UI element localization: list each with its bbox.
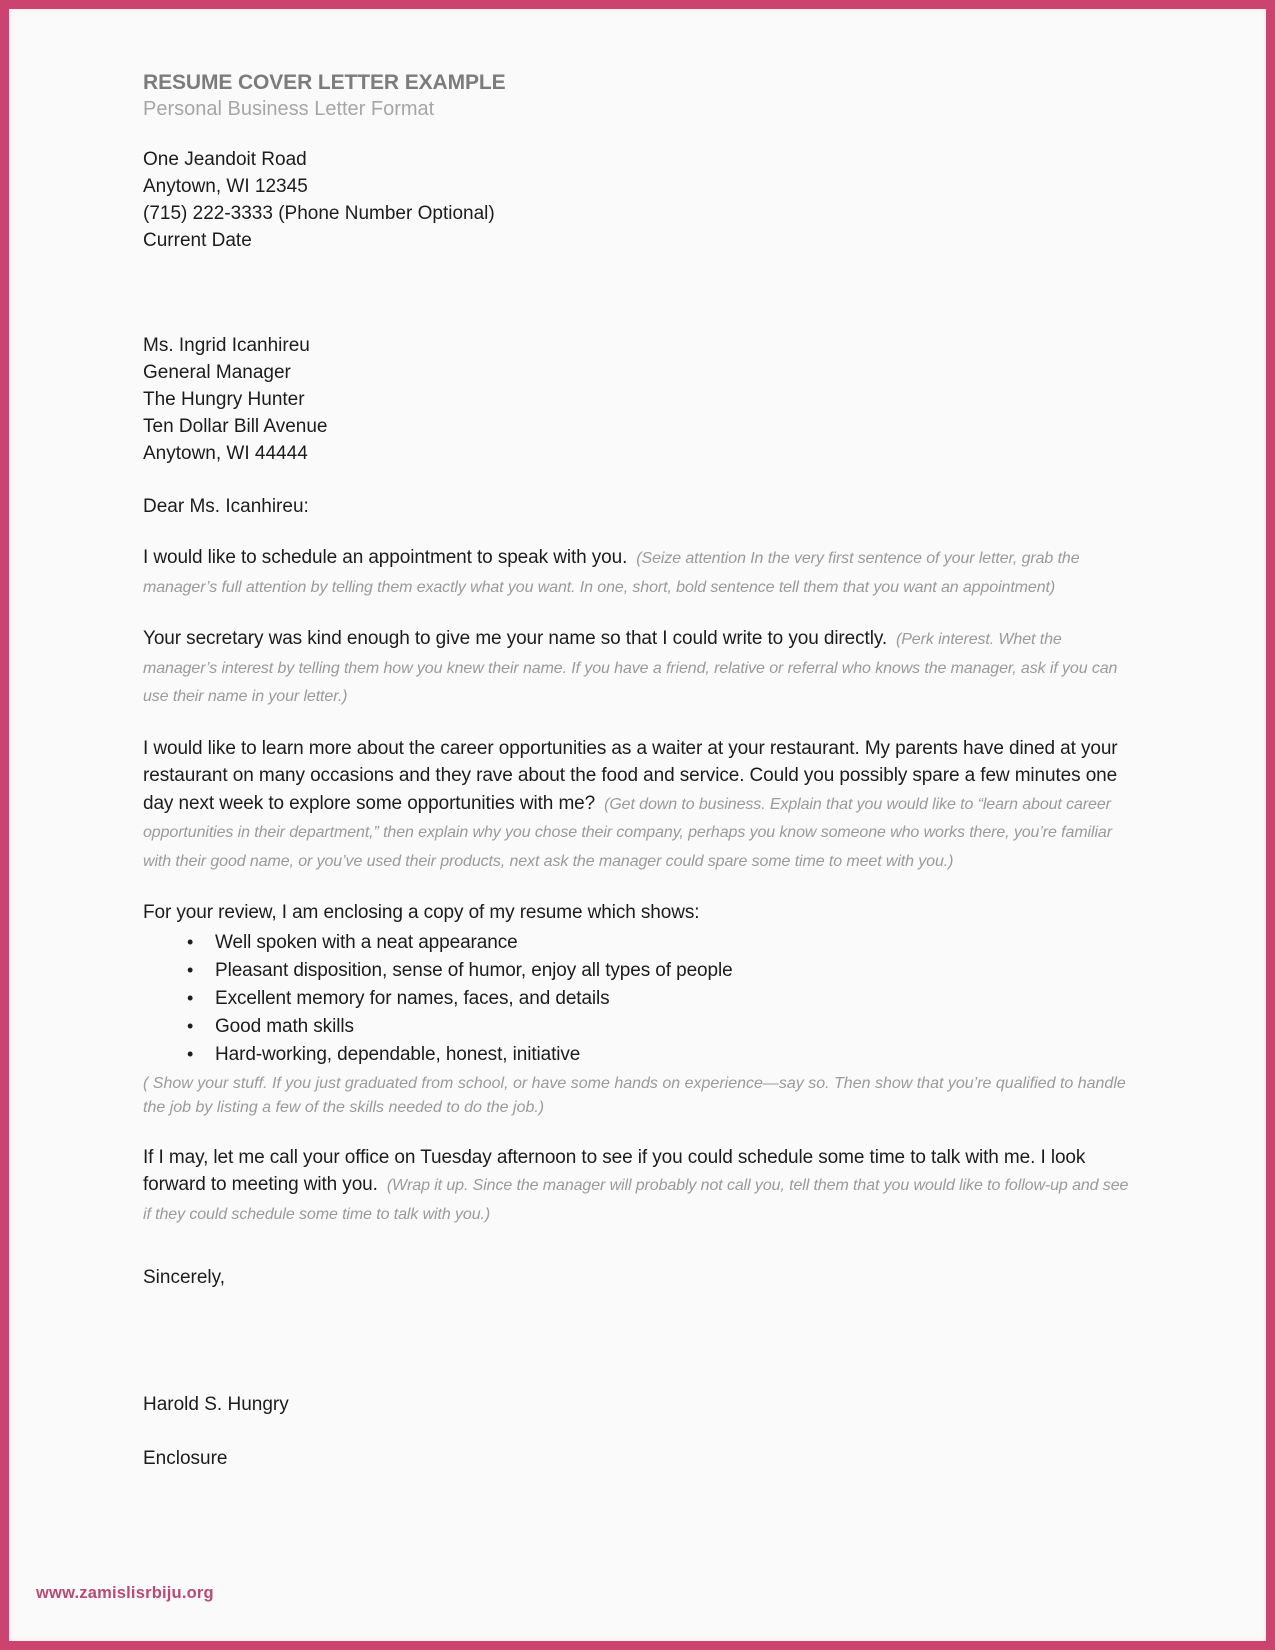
sender-street: One Jeandoit Road <box>143 149 307 170</box>
footer-url: www.zamislisrbiju.org <box>36 1584 214 1602</box>
list-item <box>143 1013 1138 1041</box>
enclosure-label: Enclosure <box>143 1448 228 1469</box>
list-item <box>143 1041 1138 1069</box>
recipient-title: General Manager <box>143 362 291 383</box>
bullet-icon: • <box>187 959 194 980</box>
salutation: Dear Ms. Icanhireu: <box>143 496 309 517</box>
paragraph-text: I would like to schedule an appointment to speak with you. <box>143 547 628 568</box>
paragraph-secretary <box>143 625 1138 711</box>
sender-address-block <box>143 146 1138 254</box>
bullet-icon: • <box>187 1015 194 1036</box>
resume-lead-line: For your review, I am enclosing a copy of my resume which shows: <box>143 902 700 923</box>
recipient-name: Ms. Ingrid Icanhireu <box>143 335 310 356</box>
paragraph-career <box>143 735 1138 876</box>
list-item-text: Hard-working, dependable, honest, initiative <box>215 1043 581 1065</box>
paragraph-text: Your secretary was kind enough to give me your name so that I could write to you directly. <box>143 628 887 649</box>
inline-annotation: (Perk interest. Whet the manager’s interest by telling them how you knew their name. If you have a friend, relative or referral who knows the manager, ask if you can use their name in your letter.) <box>143 631 1118 705</box>
paragraph-appointment <box>143 544 1138 601</box>
recipient-street: Ten Dollar Bill Avenue <box>143 416 328 437</box>
list-annotation: ( Show your stuff. If you just graduated from school, or have some hands on experience—say so. Then show that you’re qualified to handle the job by listing a few of the skills needed to do the job.) <box>143 1074 1126 1116</box>
document-title: RESUME COVER LETTER EXAMPLE <box>143 71 506 94</box>
list-item <box>143 985 1138 1013</box>
resume-skills-list <box>143 929 1138 1069</box>
inline-annotation: (Wrap it up. Since the manager will probably not call you, tell them that you would like to follow-up and see if they could schedule some time to talk with you.) <box>143 1177 1129 1223</box>
sender-date: Current Date <box>143 230 252 251</box>
recipient-address-block <box>143 332 1138 467</box>
inline-annotation: (Seize attention In the very first sentence of your letter, grab the manager’s full attention by telling them exactly what you want. In one, short, bold sentence tell them that you want an appointment) <box>143 550 1080 596</box>
signature-name: Harold S. Hungry <box>143 1394 289 1415</box>
sender-phone: (715) 222-3333 (Phone Number Optional) <box>143 203 495 224</box>
list-item-text: Well spoken with a neat appearance <box>215 931 518 953</box>
paragraph-text: If I may, let me call your office on Tuesday afternoon to see if you could schedule some time to talk with me. I look forward to meeting with you. <box>143 1146 1086 1195</box>
document-header <box>143 69 1138 123</box>
letter-content <box>9 9 1266 1472</box>
bullet-icon: • <box>187 1043 194 1064</box>
paragraph-text: I would like to learn more about the career opportunities as a waiter at your restaurant. My parents have dined at your restaurant on many occasions and they rave about the food and service. Could you possibly spare a few minutes one day next week to explore some opportunities with me? <box>143 737 1118 814</box>
signoff: Sincerely, <box>143 1267 226 1288</box>
list-item <box>143 957 1138 985</box>
recipient-city: Anytown, WI 44444 <box>143 443 308 464</box>
recipient-company: The Hungry Hunter <box>143 389 305 410</box>
list-item <box>143 929 1138 957</box>
bullet-icon: • <box>187 931 194 952</box>
list-item-text: Excellent memory for names, faces, and details <box>215 987 610 1009</box>
sender-city: Anytown, WI 12345 <box>143 176 308 197</box>
document-subtitle: Personal Business Letter Format <box>143 98 435 120</box>
bullet-icon: • <box>187 987 194 1008</box>
inline-annotation: (Get down to business. Explain that you would like to “learn about career opportunities in their department,” then explain why you chose their company, perhaps you know someone who works there, you’re familiar with their good name, or you’ve used their products, next ask the manager could spare some time to meet with you.) <box>143 795 1112 870</box>
paragraph-wrapup <box>143 1144 1138 1229</box>
list-item-text: Good math skills <box>215 1015 354 1037</box>
list-item-text: Pleasant disposition, sense of humor, enjoy all types of people <box>215 959 733 981</box>
